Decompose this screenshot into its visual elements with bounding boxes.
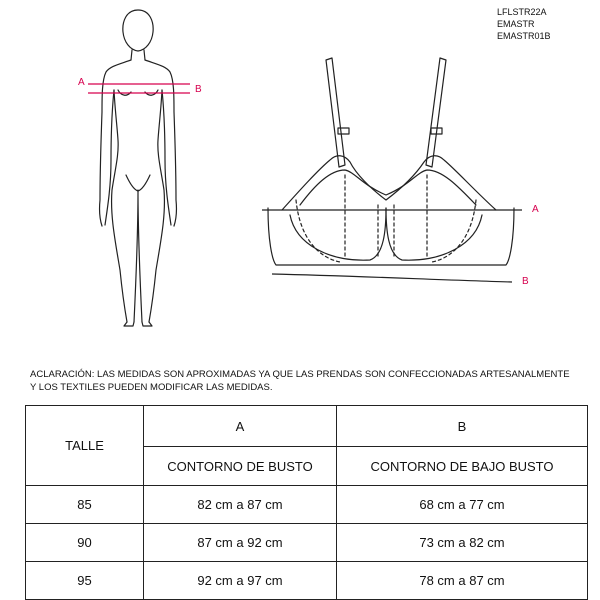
size-cell: 95 — [26, 562, 144, 600]
size-chart-table — [25, 405, 588, 600]
table-row — [26, 562, 588, 600]
marker-b-bra: B — [522, 276, 529, 287]
bust-cell: 82 cm a 87 cm — [144, 486, 337, 524]
body-silhouette-icon — [100, 10, 177, 326]
table-row — [26, 486, 588, 524]
bra-icon — [268, 58, 514, 265]
marker-a-bra: A — [532, 204, 539, 215]
disclaimer-note: ACLARACIÓN: LAS MEDIDAS SON APROXIMADAS YA QUE LAS PRENDAS SON CONFECCIONADAS ARTESANALMENTE Y LOS TEXTILES PUEDEN MODIFICAR LAS MEDIDAS. — [30, 369, 570, 393]
column-b-letter: B — [337, 406, 588, 447]
marker-b-body: B — [195, 84, 202, 95]
bust-cell: 92 cm a 97 cm — [144, 562, 337, 600]
column-a-letter: A — [144, 406, 337, 447]
size-cell: 90 — [26, 524, 144, 562]
table-header-row — [26, 406, 588, 447]
column-a-label: CONTORNO DE BUSTO — [144, 447, 337, 486]
product-code: EMASTR — [497, 19, 535, 29]
bra-measure-lines — [262, 210, 522, 282]
size-header: TALLE — [26, 406, 144, 486]
product-code: LFLSTR22A — [497, 7, 547, 17]
underbust-cell: 68 cm a 77 cm — [337, 486, 588, 524]
product-code: EMASTR01B — [497, 31, 551, 41]
table-row — [26, 524, 588, 562]
underbust-cell: 78 cm a 87 cm — [337, 562, 588, 600]
column-b-label: CONTORNO DE BAJO BUSTO — [337, 447, 588, 486]
underbust-cell: 73 cm a 82 cm — [337, 524, 588, 562]
bust-cell: 87 cm a 92 cm — [144, 524, 337, 562]
marker-a-body: A — [78, 77, 85, 88]
size-cell: 85 — [26, 486, 144, 524]
